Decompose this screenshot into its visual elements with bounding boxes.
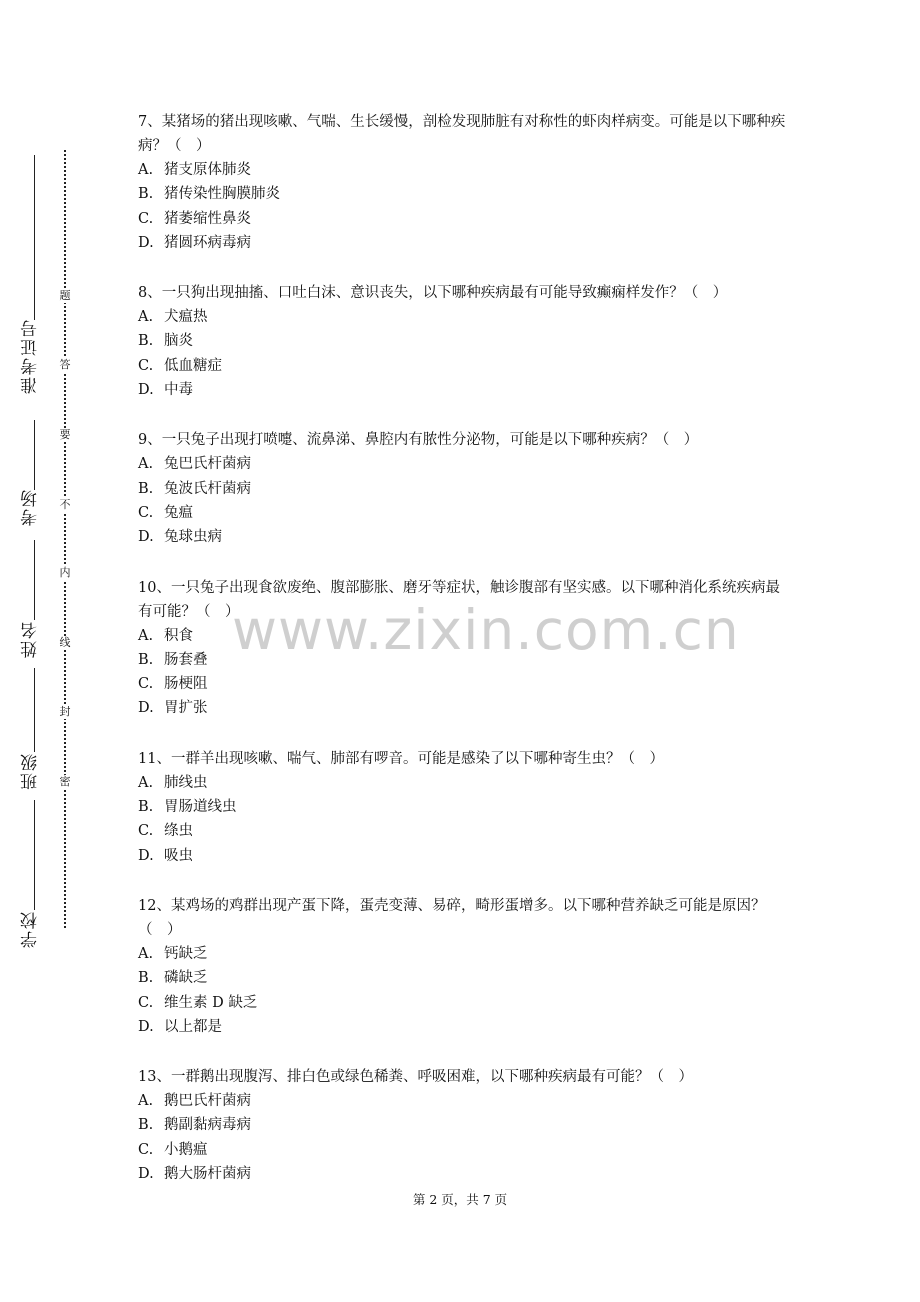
exam-room-field xyxy=(10,488,50,526)
option-letter: A. xyxy=(138,162,154,178)
option-letter: C. xyxy=(138,210,154,227)
option-text: 猪圆环病毒病 xyxy=(164,234,251,251)
question-stem: 8、一只狗出现抽搐、口吐白沫、意识丧失，以下哪种疾病最有可能导致癫痫样发作？（ ） xyxy=(138,285,728,302)
seal-char: 答 xyxy=(59,358,71,371)
seal-char: 内 xyxy=(59,566,71,579)
binding-margin xyxy=(0,0,100,1302)
option-d xyxy=(138,696,788,720)
option-letter: D. xyxy=(138,382,154,399)
option-text: 兔巴氏杆菌病 xyxy=(164,456,251,473)
option-a xyxy=(138,624,788,648)
option-b xyxy=(138,966,788,990)
option-d xyxy=(138,525,788,549)
option-text: 兔球虫病 xyxy=(164,529,222,546)
option-letter: C. xyxy=(138,994,154,1011)
option-text: 猪传染性胸膜肺炎 xyxy=(164,186,280,203)
exam-number-line xyxy=(34,155,35,320)
option-text: 小鹅瘟 xyxy=(164,1141,208,1158)
question-list xyxy=(138,110,788,1212)
question-10 xyxy=(138,576,788,721)
option-text: 鹅巴氏杆菌病 xyxy=(164,1093,251,1110)
option-text: 脑炎 xyxy=(164,333,193,350)
option-text: 绦虫 xyxy=(164,823,193,840)
option-c xyxy=(138,672,788,696)
option-letter: B. xyxy=(138,186,154,203)
seal-line xyxy=(64,150,66,928)
seal-char: 封 xyxy=(59,705,71,718)
option-letter: C. xyxy=(138,504,154,521)
option-text: 犬瘟热 xyxy=(164,309,208,326)
page-number: 第 2 页，共 7 页 xyxy=(412,1192,508,1207)
option-letter: C. xyxy=(138,823,154,840)
option-letter: C. xyxy=(138,1141,154,1158)
question-11 xyxy=(138,747,788,868)
option-b xyxy=(138,329,788,353)
option-text: 猪支原体肺炎 xyxy=(164,162,251,178)
option-a xyxy=(138,942,788,966)
option-text: 低血糖症 xyxy=(164,357,222,374)
option-d xyxy=(138,1162,788,1186)
option-letter: D. xyxy=(138,234,154,251)
option-letter: C. xyxy=(138,357,154,374)
option-d xyxy=(138,1015,788,1039)
option-text: 肠套叠 xyxy=(164,651,208,668)
option-text: 胃扩张 xyxy=(164,700,208,717)
option-text: 鹅大肠杆菌病 xyxy=(164,1166,251,1183)
question-stem: 12、某鸡场的鸡群出现产蛋下降，蛋壳变薄、易碎，畸形蛋增多。以下哪种营养缺乏可能是原因？（ ） xyxy=(138,897,766,938)
question-8 xyxy=(138,281,788,402)
question-7 xyxy=(138,110,788,255)
option-letter: D. xyxy=(138,1166,154,1183)
option-letter: C. xyxy=(138,676,154,693)
watermark: www.zixin.com.cn xyxy=(232,598,740,662)
option-text: 鹅副黏病毒病 xyxy=(164,1117,251,1134)
option-b xyxy=(138,795,788,819)
exam-room-line xyxy=(34,420,35,490)
question-stem: 11、一群羊出现咳嗽、喘气、肺部有啰音。可能是感染了以下哪种寄生虫？（ ） xyxy=(138,750,664,767)
option-text: 吸虫 xyxy=(164,847,193,864)
option-letter: B. xyxy=(138,651,154,668)
option-letter: A. xyxy=(138,774,154,791)
option-letter: D. xyxy=(138,847,154,864)
option-d xyxy=(138,844,788,868)
option-text: 兔波氏杆菌病 xyxy=(164,480,251,497)
option-letter: B. xyxy=(138,799,154,816)
option-a xyxy=(138,771,788,795)
exam-room-label: 考场 xyxy=(20,488,41,526)
exam-number-label: 准考证号 xyxy=(20,318,41,394)
option-letter: B. xyxy=(138,970,154,987)
option-text: 中毒 xyxy=(164,382,193,399)
class-line xyxy=(34,668,35,752)
option-c xyxy=(138,819,788,843)
option-text: 维生素 D 缺乏 xyxy=(164,994,258,1011)
name-line xyxy=(34,540,35,620)
seal-char: 要 xyxy=(59,428,71,441)
option-c xyxy=(138,354,788,378)
question-9 xyxy=(138,428,788,549)
option-text: 肠梗阻 xyxy=(164,676,208,693)
option-text: 胃肠道线虫 xyxy=(164,799,237,816)
name-field xyxy=(10,620,50,658)
option-d xyxy=(138,231,788,255)
question-stem: 10、一只兔子出现食欲废绝、腹部膨胀、磨牙等症状，触诊腹部有坚实感。以下哪种消化系统疾病最有可能？（ ） xyxy=(138,579,780,620)
option-text: 磷缺乏 xyxy=(164,970,208,987)
option-letter: D. xyxy=(138,1018,154,1035)
seal-char: 密 xyxy=(59,775,71,788)
option-b xyxy=(138,1113,788,1137)
exam-number-field xyxy=(10,318,50,394)
option-b xyxy=(138,648,788,672)
option-letter: A. xyxy=(138,456,154,473)
option-b xyxy=(138,182,788,206)
option-letter: A. xyxy=(138,945,154,962)
option-text: 肺线虫 xyxy=(164,774,208,791)
question-12 xyxy=(138,894,788,1039)
option-letter: D. xyxy=(138,700,154,717)
option-c xyxy=(138,207,788,231)
option-letter: A. xyxy=(138,627,154,644)
option-letter: B. xyxy=(138,480,154,497)
option-letter: A. xyxy=(138,309,154,326)
seal-char: 题 xyxy=(59,289,71,302)
option-letter: A. xyxy=(138,1093,154,1110)
option-letter: D. xyxy=(138,529,154,546)
question-stem: 7、某猪场的猪出现咳嗽、气喘、生长缓慢，剖检发现肺脏有对称性的虾肉样病变。可能是以下哪种疾病？（ ） xyxy=(138,114,786,154)
option-d xyxy=(138,378,788,402)
option-a xyxy=(138,1089,788,1113)
school-line xyxy=(34,800,35,910)
seal-char: 不 xyxy=(59,498,71,511)
option-a xyxy=(138,158,788,182)
school-field xyxy=(10,910,50,948)
option-letter: B. xyxy=(138,1117,154,1134)
option-c xyxy=(138,1138,788,1162)
option-text: 积食 xyxy=(164,627,193,644)
option-c xyxy=(138,501,788,525)
class-label: 班级 xyxy=(20,752,41,790)
option-letter: B. xyxy=(138,333,154,350)
option-a xyxy=(138,452,788,476)
question-13 xyxy=(138,1065,788,1186)
school-label: 学校 xyxy=(20,910,41,948)
option-text: 兔瘟 xyxy=(164,504,193,521)
option-text: 钙缺乏 xyxy=(164,945,208,962)
option-text: 以上都是 xyxy=(164,1018,222,1035)
seal-char: 线 xyxy=(59,636,71,649)
option-a xyxy=(138,305,788,329)
question-stem: 13、一群鹅出现腹泻、排白色或绿色稀粪、呼吸困难，以下哪种疾病最有可能？（ ） xyxy=(138,1069,693,1086)
class-field xyxy=(10,752,50,790)
option-b xyxy=(138,477,788,501)
option-c xyxy=(138,991,788,1015)
question-stem: 9、一只兔子出现打喷嚏、流鼻涕、鼻腔内有脓性分泌物，可能是以下哪种疾病？（ ） xyxy=(138,432,699,449)
name-label: 姓名 xyxy=(20,620,41,658)
option-text: 猪萎缩性鼻炎 xyxy=(164,210,251,227)
